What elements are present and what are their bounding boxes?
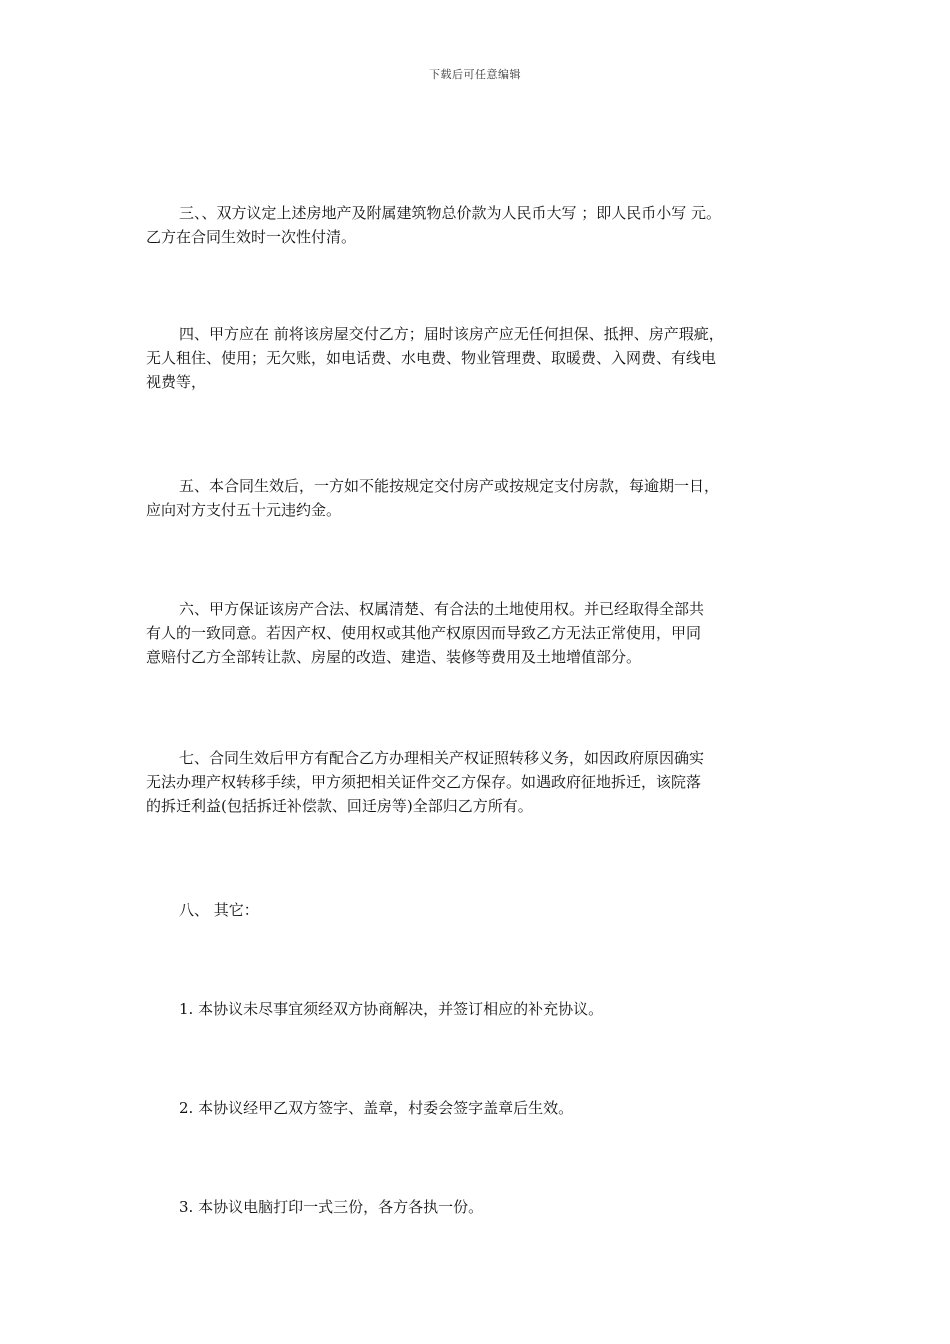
clause-7-line-2: 无法办理产权转移手续，甲方须把相关证件交乙方保存。如遇政府征地拆迁，该院落 [146,773,702,791]
other-item-3 [146,1195,814,1219]
other-item-2 [146,1096,814,1120]
other-item-3-text: 3. 本协议电脑打印一式三份，各方各执一份。 [179,1198,484,1216]
clause-6-paragraph [146,597,814,669]
clause-3-paragraph [146,201,814,249]
clause-4-line-2: 无人租住、使用；无欠账，如电话费、水电费、物业管理费、取暖费、入网费、有线电 [146,349,717,367]
clause-3-line-2: 乙方在合同生效时一次性付清。 [146,228,357,246]
other-item-2-text: 2. 本协议经甲乙双方签字、盖章，村委会签字盖章后生效。 [179,1099,574,1117]
clause-5-paragraph [146,474,814,522]
clause-8-heading [146,898,814,922]
clause-3-line-1: 三、、双方议定上述房地产及附属建筑物总价款为人民币大写 ；即人民币小写 元。 [179,204,722,222]
clause-8-line-1: 八、 其它： [179,901,259,919]
clause-4-line-1: 四、甲方应在 前将该房屋交付乙方；届时该房产应无任何担保、抵押、房产瑕疵， [179,325,724,343]
clause-7-line-3: 的拆迁利益(包括拆迁补偿款、回迁房等)全部归乙方所有。 [146,797,533,815]
clause-6-line-3: 意赔付乙方全部转让款、房屋的改造、建造、装修等费用及土地增值部分。 [146,648,642,666]
clause-6-line-1: 六、甲方保证该房产合法、权属清楚、有合法的土地使用权。并已经取得全部共 [179,600,705,618]
clause-4-line-3: 视费等， [146,373,207,391]
clause-5-line-1: 五、本合同生效后，一方如不能按规定交付房产或按规定支付房款，每逾期一日， [179,477,720,495]
other-item-1 [146,997,814,1021]
clause-7-line-1: 七、合同生效后甲方有配合乙方办理相关产权证照转移义务，如因政府原因确实 [179,749,705,767]
clause-7-paragraph [146,746,814,818]
clause-5-line-2: 应向对方支付五十元违约金。 [146,501,342,519]
header-note: 下载后可任意编辑 [429,68,521,81]
clause-6-line-2: 有人的一致同意。若因产权、使用权或其他产权原因而导致乙方无法正常使用，甲同 [146,624,702,642]
other-item-1-text: 1. 本协议未尽事宜须经双方协商解决，并签订相应的补充协议。 [179,1000,604,1018]
clause-4-paragraph [146,322,814,394]
